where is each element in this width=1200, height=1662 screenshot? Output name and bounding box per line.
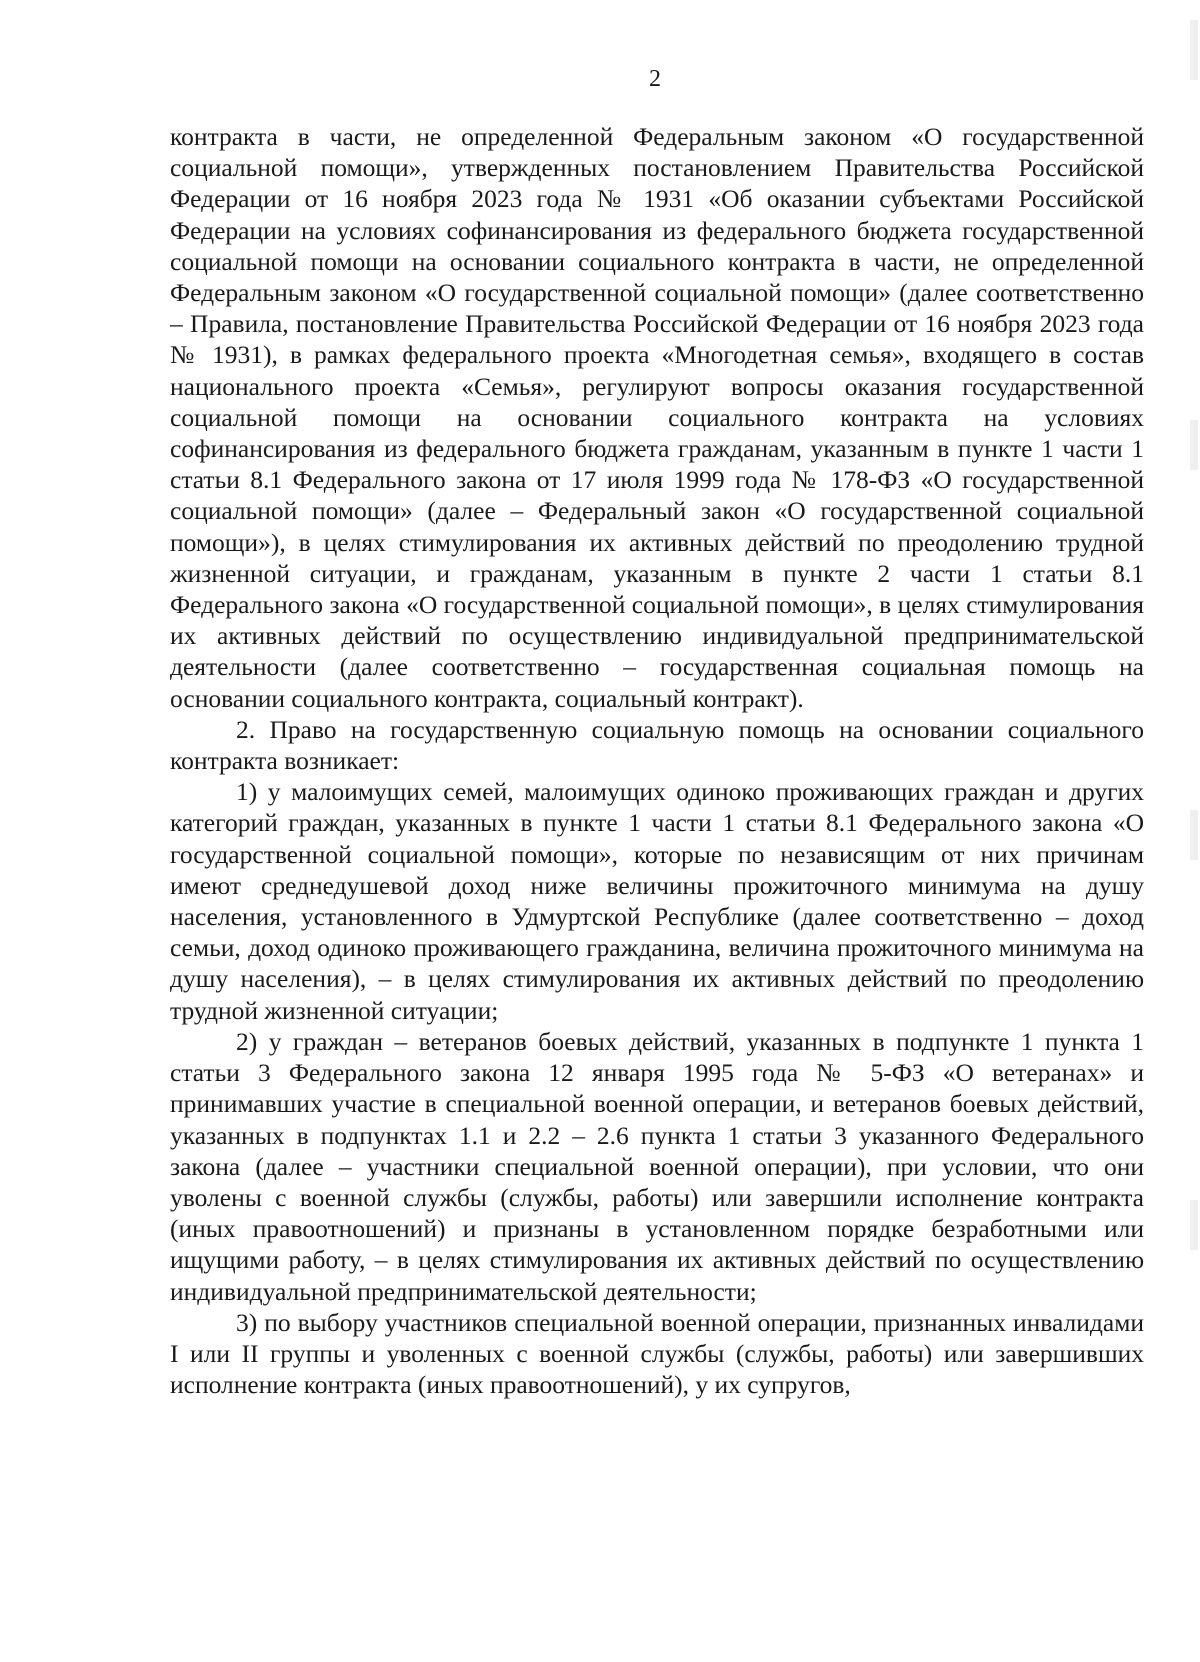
document-body bbox=[170, 121, 1144, 1400]
scan-artifact bbox=[1190, 810, 1198, 860]
scan-artifact bbox=[1190, 20, 1198, 80]
scan-artifact bbox=[1190, 1200, 1198, 1250]
paragraph-subitem-1: 1) у малоимущих семей, малоимущих одиноко проживающих граждан и других категорий граждан, указанных в пункте 1 части 1 статьи 8.1 Федерального закона «О государственной социальной помощи», которые по независящим от них причинам имеют среднедушевой доход ниже величины прожиточного минимума на душу населения, установленного в Удмуртской Республике (далее соответственно – доход семьи, доход одиноко проживающего гражданина, величина прожиточного минимума на душу населения), – в целях стимулирования их активных действий по преодолению трудной жизненной ситуации; bbox=[170, 777, 1144, 1025]
paragraph-continuation: контракта в части, не определенной Федеральным законом «О государственной социальной помощи», утвержденных постановлением Правительства Российской Федерации от 16 ноября 2023 года № 1931 «Об оказании субъектами Российской Федерации на условиях софинансирования из федерального бюджета государственной социальной помощи на основании социального контракта в части, не определенной Федеральным законом «О государственной социальной помощи» (далее соответственно – Правила, постановление Правительства Российской Федерации от 16 ноября 2023 года № 1931), в рамках федерального проекта «Многодетная семья», входящего в состав национального проекта «Семья», регулируют вопросы оказания государственной социальной помощи на основании социального контракта на условиях софинансирования из федерального бюджета гражданам, указанным в пункте 1 части 1 статьи 8.1 Федерального закона от 17 июля 1999 года № 178-ФЗ «О государственной социальной помощи» (далее – Федеральный закон «О государственной социальной помощи»), в целях стимулирования их активных действий по преодолению трудной жизненной ситуации, и гражданам, указанным в пункте 2 части 1 статьи 8.1 Федерального закона «О государственной социальной помощи», в целях стимулирования их активных действий по осуществлению индивидуальной предпринимательской деятельности (далее соответственно – государственная социальная помощь на основании социального контракта, социальный контракт). bbox=[170, 122, 1144, 713]
paragraph-item-2: 2. Право на государственную социальную помощь на основании социального контракта возникает: bbox=[170, 714, 1144, 776]
scan-artifact bbox=[1190, 420, 1198, 470]
paragraph-subitem-3: 3) по выбору участников специальной военной операции, признанных инвалидами I или II группы и уволенных с военной службы (службы, работы) или завершивших исполнение контракта (иных правоотношений), у их супругов, bbox=[170, 1307, 1144, 1400]
paragraph-subitem-2: 2) у граждан – ветеранов боевых действий, указанных в подпункте 1 пункта 1 статьи 3 Федерального закона 12 января 1995 года № 5-ФЗ «О ветеранах» и принимавших участие в специальной военной операции, и ветеранов боевых действий, указанных в подпунктах 1.1 и 2.2 – 2.6 пункта 1 статьи 3 указанного Федерального закона (далее – участники специальной военной операции), при условии, что они уволены с военной службы (службы, работы) или завершили исполнение контракта (иных правоотношений) и признаны в установленном порядке безработными или ищущими работу, – в целях стимулирования их активных действий по осуществлению индивидуальной предпринимательской деятельности; bbox=[170, 1026, 1144, 1306]
page-number: 2 bbox=[649, 66, 661, 92]
